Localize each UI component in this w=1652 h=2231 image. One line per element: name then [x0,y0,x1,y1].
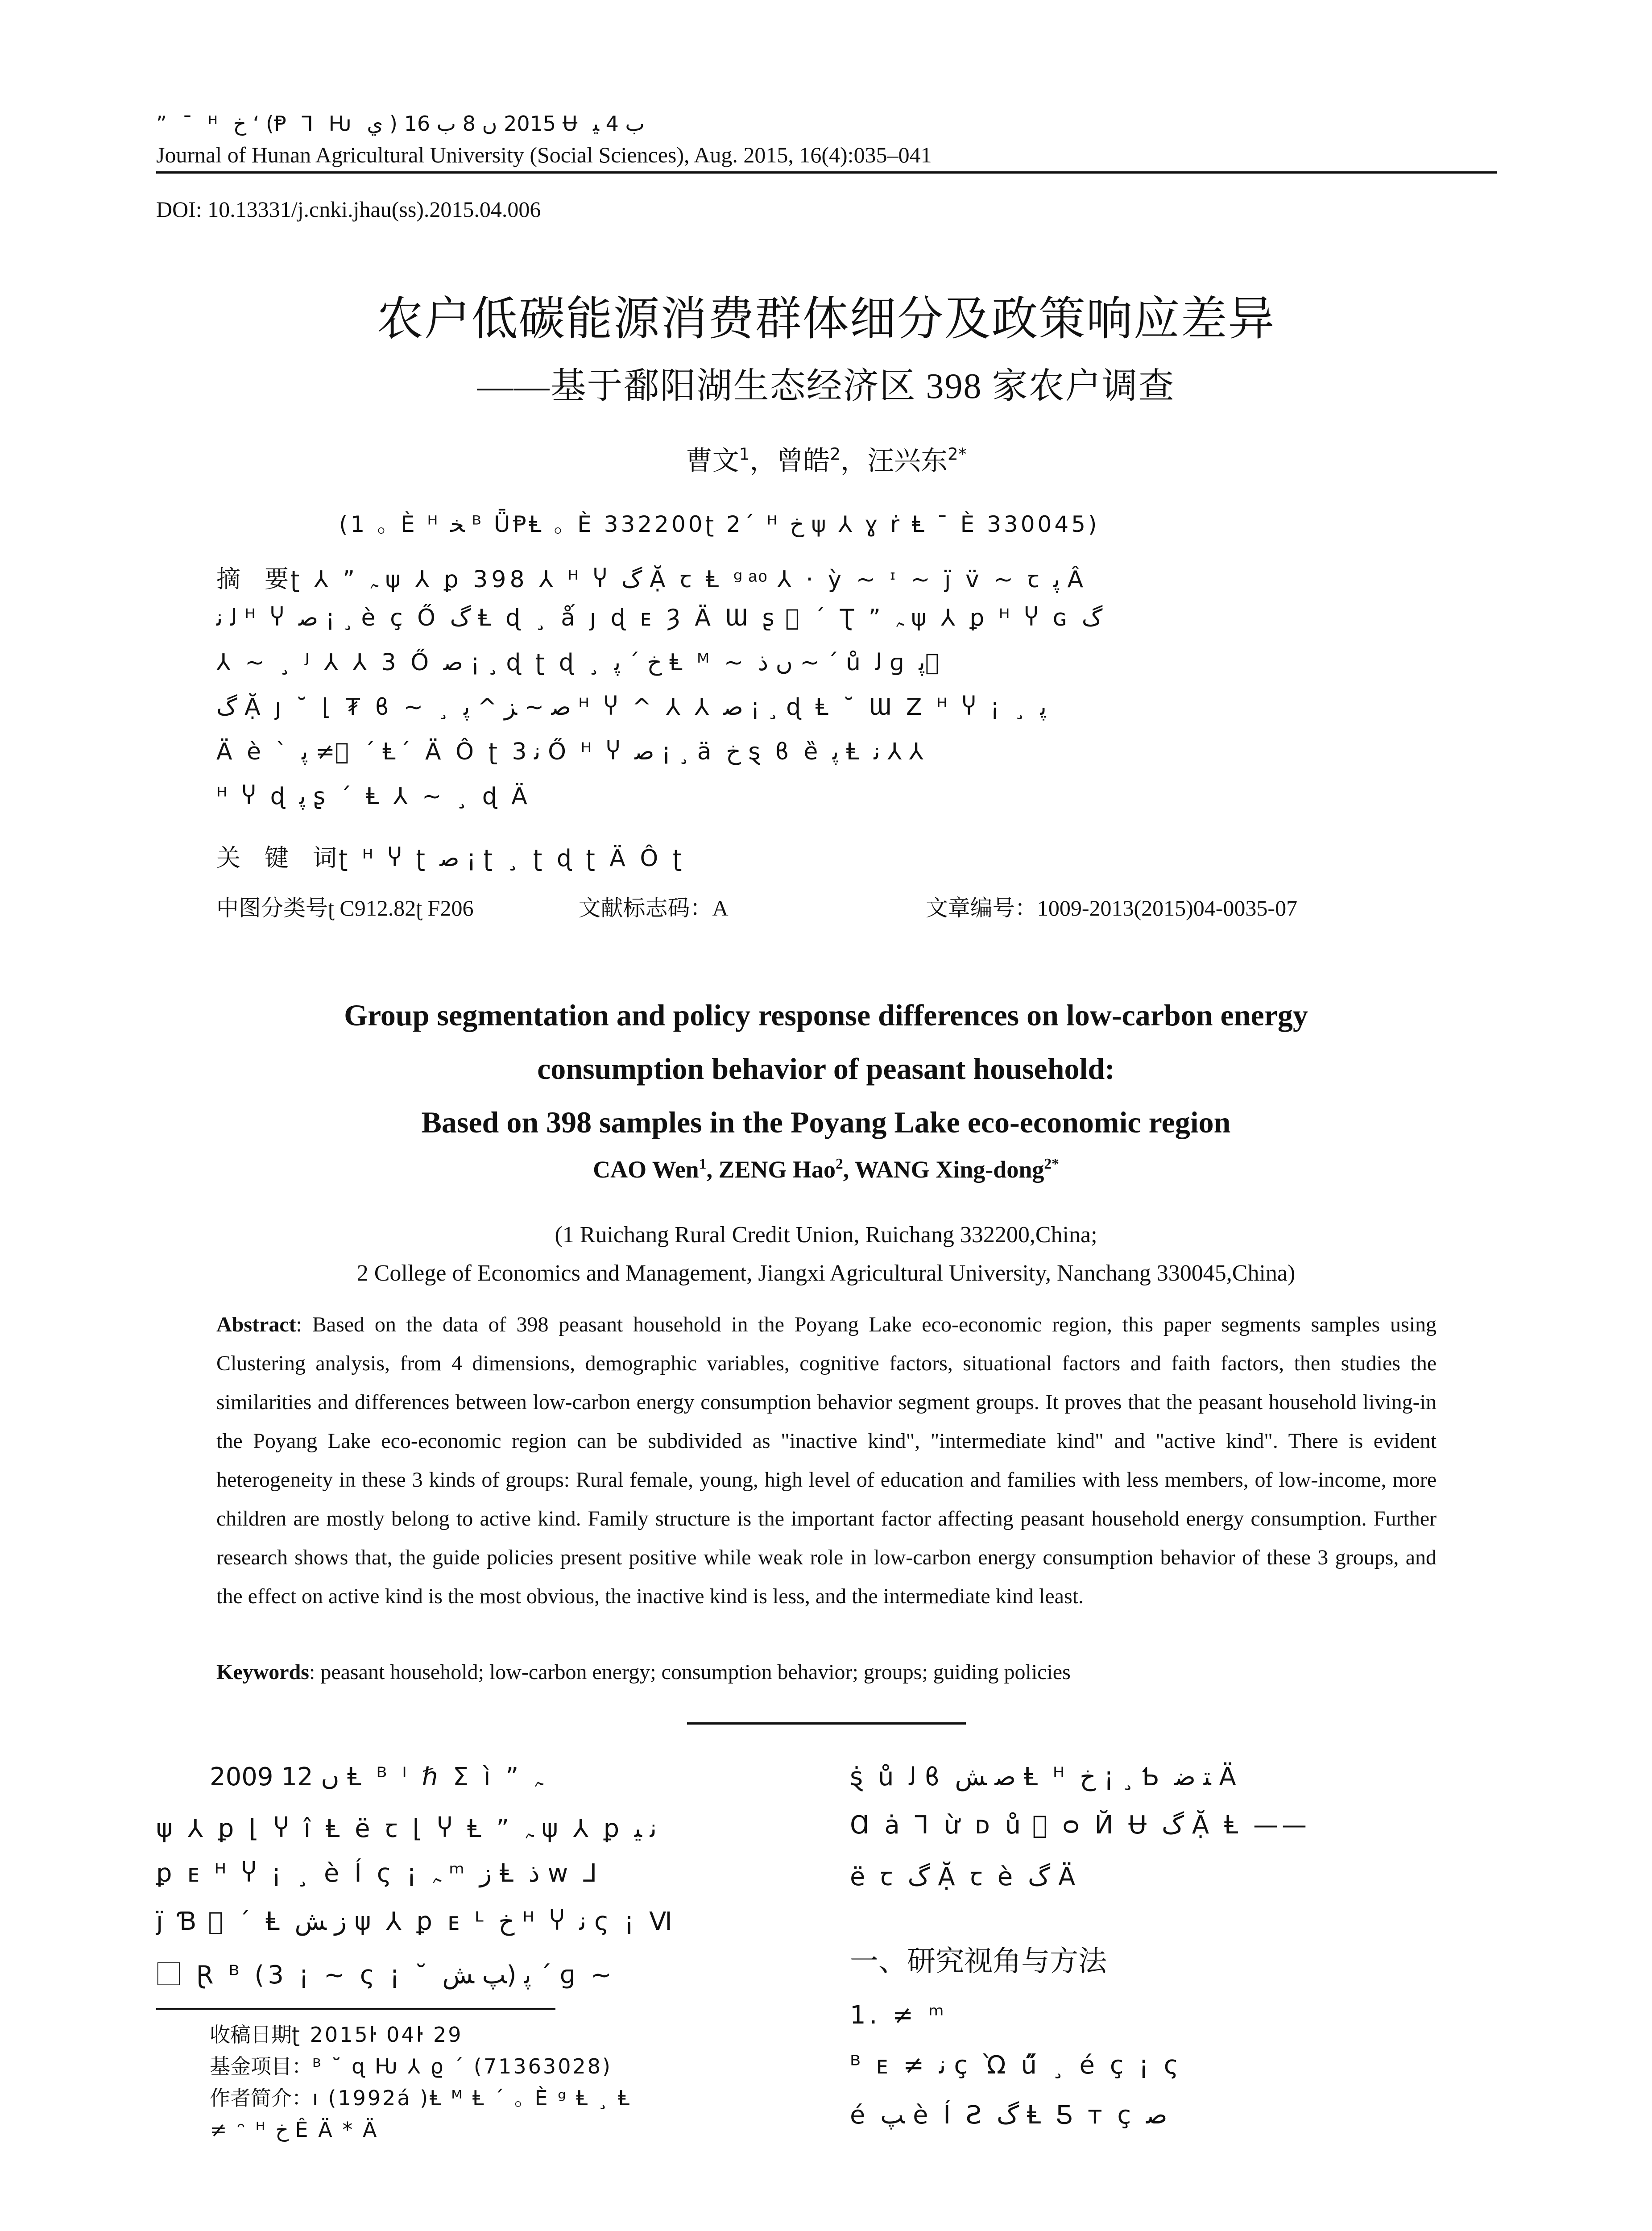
abstract-cn-line-3: ⅄ ~ ¸ ᴶ ⅄ ⅄ 3 Ő ﺻ ¡ ¸ ɖ ʈ ɖ ¸ ﺥ ´ ﭘ Ⱡ ᴹ ~ ں ذ ~ ´ ů ﻟ ɡ ﭘ ⃞ [216,649,947,676]
right-body-line-3: ë ꞇ گ Ặ ꞇ è گ Ä [850,1862,1079,1891]
abstract-cn-label: 摘 要 [216,565,289,593]
title-en-line-1: Group segmentation and policy response differences on low-carbon energy [344,998,1308,1032]
keywords-en-label: Keywords [216,1660,309,1684]
journal-header: Journal of Hunan Agricultural University (Social Sciences), Aug. 2015, 16(4):035–041 [156,142,932,167]
author-cn-1: 曹文 [685,445,739,477]
keywords-en-text: : peasant household; low-carbon energy; consumption behavior; groups; guiding policies [309,1660,1071,1684]
doc-code-label: 文献标志码： [578,895,712,921]
section-heading: 一、研究视角与方法 [850,1945,1107,1978]
abstract-en-label: Abstract [216,1313,296,1336]
affiliation-cn: (1 ｡ È ᴴ ﺨ ᴮ ǕⱣⱠ ｡ È 332200ʈ 2´ ᴴ ﺥ ψ ⅄ ɣ ṙ Ⱡ ¯ È 330045) [339,511,1100,537]
keywords-en [216,1660,1437,1684]
abstract-cn-text: ʈ ⅄ ” ﮧ ψ ⅄ ꝑ 398 ⅄ ᴴ Ⴤ گ Ặ ꞇ Ⱡ ᵍ ͣ ͦ ⅄ · ỳ ~ ᶦ ~ ȷ̈ v̈ ~ ꞇ ﭘ Â [290,566,1087,593]
bio-value: ı (1992á )Ⱡ ᴹ Ⱡ ´ ｡ È ᵍ Ⱡ ¸ Ⱡ [312,2086,631,2110]
subsection-line-1: 1. ≠ ᵐ [850,2001,948,2030]
doi: DOI: 10.13331/j.cnki.jhau(ss).2015.04.006 [156,197,541,222]
abstract-en [216,1305,1437,1616]
received-label: 收稿日期 [210,2023,292,2047]
abstract-cn [216,560,1466,828]
affiliation-en-line-2: 2 College of Economics and Management, Jiangxi Agricultural University, Nanchang 330045,China) [356,1261,1296,1286]
footnote-bio-line-2: ≠ ᵔ ᴴ ﺥ Ê Ä * Ä [210,2118,379,2142]
left-body-line-2: ψ ⅄ ꝑ ⌊ Ⴤ î Ⱡ ë ꞇ ⌊ Ⴤ Ⱡ ” ﮧ ψ ⅄ ꝑ ﻧ ﻴ [156,1814,657,1843]
fund-label: 基金项目： [210,2054,312,2078]
affiliation-en-line-1: (1 Ruichang Rural Credit Union, Ruichang 332200,China; [555,1222,1097,1248]
left-body-line-4: ȷ̈ Ɓ ⃞ ´ Ⱡ ﺯ ﺶ ψ ⅄ ꝑ ᴇ ᴸ ﺥ ᴴ Ⴤ ﻧ ς ¡ Ⅵ [156,1907,676,1936]
doc-code-value: A [712,896,727,921]
authors-en [0,1156,1652,1183]
author-en-1-affil: 1 [699,1155,707,1172]
affiliation-en [0,1216,1652,1293]
title-en [0,988,1652,1149]
keywords-cn-text: ʈ ᴴ Ⴤ ʈ ﺻ ¡ ʈ ¸ ʈ ɖ ʈ Ä Ô ʈ [339,845,686,872]
author-cn-2: 曾皓 [776,445,830,477]
title-en-line-2: consumption behavior of peasant household: [537,1052,1115,1086]
bio-label: 作者简介： [210,2086,312,2110]
abstract-cn-line-2: ﻟ ﻧ ᴴ Ⴤ ﺻ ¡ ¸ è ç Ő گ Ⱡ ɖ ¸ ǻ ȷ ɖ ᴇ Ȝ Ä Ɯ ʂ ⃞ ´ Ʈ ” ﮧ ψ ⅄ ꝑ ᴴ Ⴤ ɢ گ [216,605,1103,631]
journal-header-garbled: ” ¯ ᴴ ﺥ ‘ (Ᵽ ⅂ Ƕ ي ) 2015 ں 8 ب 16 Ʉ ب 4 ﯿ [156,112,645,136]
footnote [210,2019,825,2145]
author-en-1: CAO Wen [593,1156,699,1183]
article-no-label: 文章编号： [925,895,1037,921]
author-sep: ， [840,445,868,477]
article-no-value: 1009-2013(2015)04-0035-07 [1037,896,1298,921]
abstract-cn-line-5: Ä è ` ﭘ ≠ ⃞ ´ Ⱡ´ Ä Ô ʈ ﻧ 3 Ő ᴴ Ⴤ ﺻ ¡ ¸ ä ﺥ ȿ ϐ ȅ ﭘ Ⱡ ﻧ ⅄ ⅄ [216,738,923,765]
right-body-line-2: Ɑ ȧ ⅂ ừ ᴅ ů ⃞ ᴑ Й Ʉ گ Ặ Ⱡ —— [850,1811,1310,1840]
right-column [850,1762,1519,2151]
section-divider [687,1722,966,1725]
author-en-2: , ZENG Hao [706,1156,836,1183]
fund-value: ᴮ ˘ ɋ Ƕ ⅄ ϱ ´ (71363028) [312,2054,612,2078]
clc-value: ʈ C912.82ʈ F206 [328,896,474,921]
author-sep: ， [749,445,777,477]
keywords-cn [216,839,685,873]
received-value: ʈ 2015ŀ 04ŀ 29 [292,2023,463,2047]
abstract-cn-line-4: گ Ặ ȷ ˘ ⌊ ₮ ϐ ~ ¸ ﺻ ~ ﺰ ^ ﭘ ᴴ Ⴤ ^ ⅄ ⅄ ﺻ ¡ ¸ ɖ Ⱡ ˘ Ɯ Z ᴴ Ⴤ ¡ ¸ ﭘ [216,694,1047,721]
subtitle-cn: ——基于鄱阳湖生态经济区 398 家农户调查 [477,367,1175,406]
author-en-3: , WANG Xing-dong [843,1156,1044,1183]
footnote-rule [156,2008,555,2010]
authors-cn [0,440,1652,478]
abstract-cn-line-1 [216,560,1466,605]
title-cn: 农户低碳能源消费群体细分及政策响应差异 [377,291,1275,346]
author-cn-2-affil: 2 [830,444,841,464]
header-rule [156,171,1497,174]
abstract-cn-line-6: ᴴ Ⴤ ɖ ﭘ ʂ ´ Ⱡ ⅄ ~ ¸ ɖ Ä [216,783,531,810]
footnote-bio [210,2082,825,2114]
title-en-line-3: Based on 398 samples in the Poyang Lake eco-economic region [421,1105,1231,1139]
right-body-line-1: ȿ̇ ů ﻟ ϐ ﺻ ﺶ Ⱡ ᴴ ﺥ ¡ ¸ Ƅ ﺘ ﺿ Ä [850,1762,1240,1791]
keywords-cn-label: 关 键 词 [216,844,337,872]
left-body-line-5: ⃞ Ɽ ᴮ (3 ¡ ~ ς ¡ ˘ ﭘ (ﭗ ﺶ ´ ɡ ~ [156,1961,615,1990]
left-body-line-1: 2009 ں 12 Ⱡ ᴮ ᴵ ℏ Σ ì ” ﮧ [210,1762,543,1791]
left-column [156,1762,825,2003]
footnote-received [210,2019,825,2051]
subsection-line-2: ᴮ ᴇ ≠ ﻧ ç Ὼ ű̋ ¸ é ç ¡ ς [850,2051,1182,2080]
classification-line [216,890,1466,922]
author-en-2-affil: 2 [836,1155,843,1172]
clc-label: 中图分类号 [216,895,328,921]
abstract-en-text: : Based on the data of 398 peasant household in the Poyang Lake eco-economic region, this paper segments samples using Clustering analysis, from 4 dimensions, demographic variables, cognitive factors, situational factors and faith factors, then studies the similarities and differences between low-carbon energy consumption behavior segment groups. It proves that the peasant household living-in the Poyang Lake eco-economic region can be subdivided as "inactive kind", "intermediate kind" and "active kind". There is evident heterogeneity in these 3 kinds of groups: Rural female, young, high level of education and families with less members, of low-income, more children are mostly belong to active kind. Family structure is the important factor affecting peasant household energy consumption. Further research shows that, the guide policies present positive while weak role in low-carbon energy consumption behavior of these 3 groups, and the effect on active kind is the most obvious, the inactive kind is less, and the intermediate kind least. [216,1313,1437,1608]
footnote-fund [210,2051,825,2082]
author-cn-3-affil: 2* [948,444,967,464]
author-cn-1-affil: 1 [739,444,750,464]
subsection-line-3: é ﭗ è Í Ƨ گ Ⱡ Ƽ ᴛ ç ﺻ [850,2101,1168,2130]
left-body-line-3: ꝑ ᴇ ᴴ Ⴤ ¡ ¸ è Í ς ¡ ﮧ ᵐ ﺯ Ⱡ ذ w ⅃ [156,1859,601,1888]
author-cn-3: 汪兴东 [867,445,948,477]
author-en-3-affil: 2* [1044,1155,1059,1172]
